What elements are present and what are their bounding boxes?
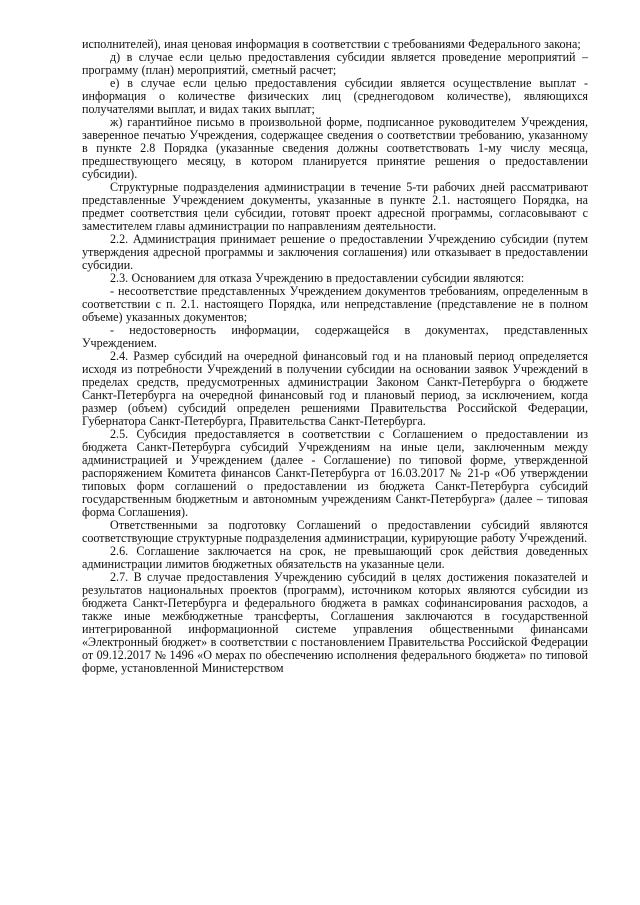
paragraph-item-zh: ж) гарантийное письмо в произвольной форме, подписанное руководителем Учреждения, заверенное печатью Учреждения, содержащее сведения о соответствии требованию, указанному в пункте 2.8 Порядка (указанные сведения должны соответствовать 1-му числу месяца, предшествующего месяцу, в котором планируется принятие решения о предоставлении субсидии). [82,115,588,181]
paragraph-continuation: исполнителей), иная ценовая информация в соответствии с требованиями Федерального закона; [82,37,581,51]
paragraph-item-d: д) в случае если целью предоставления субсидии является проведение мероприятий – программу (план) мероприятий, сметный расчет; [82,50,588,77]
paragraph-item-e: е) в случае если целью предоставления субсидии является осуществление выплат - информация о количестве физических лиц (среднегодовом количестве), являющихся получателями выплат, и видах таких выплат; [82,76,588,116]
paragraph-responsible: Ответственными за подготовку Соглашений о предоставлении субсидий являются соответствующие структурные подразделения администрации, курирующие работу Учреждений. [82,518,588,545]
paragraph-refusal-reason-1: - несоответствие представленных Учреждением документов требованиям, определенным в соответствии с п. 2.1. настоящего Порядка, или непредставление (представление не в полном объеме) указанных документов; [82,284,588,324]
paragraph-2-4: 2.4. Размер субсидий на очередной финансовый год и на плановый период определяется исходя из потребности Учреждений в получении субсидии на основании заявок Учреждений в пределах средств, предусмотренных администрации Законом Санкт-Петербурга о бюджете Санкт-Петербурга на очередной финансовый год и плановый период, за исключением, когда размер (объем) субсидий определен решениями Правительства Российской Федерации, Губернатора Санкт-Петербурга, Правительства Санкт-Петербурга. [82,349,588,428]
paragraph-structural-units: Структурные подразделения администрации в течение 5-ти рабочих дней рассматривают представленные Учреждением документы, указанные в пункте 2.1. настоящего Порядка, на предмет соответствия цели субсидии, готовят проект адресной программы, согласовывают с заместителем главы администрации по направлениям деятельности. [82,180,588,233]
paragraph-2-7: 2.7. В случае предоставления Учреждению субсидий в целях достижения показателей и результатов национальных проектов (программ), источником которых являются субсидии из бюджета Санкт-Петербурга и федерального бюджета в рамках софинансирования расходов, а также иные межбюджетные трансферты, Соглашения заключаются в государственной интегрированной информационной системе управления общественными финансами «Электронный бюджет» в соответствии с постановлением Правительства Российской Федерации от 09.12.2017 № 1496 «О мерах по обеспечению исполнения федерального бюджета» по типовой форме, установленной Министерством [82,570,588,675]
paragraph-2-3: 2.3. Основанием для отказа Учреждению в предоставлении субсидии являются: [110,271,525,285]
paragraph-2-5: 2.5. Субсидия предоставляется в соответствии с Соглашением о предоставлении из бюджета Санкт-Петербурга субсидий Учреждениям на иные цели, заключенным между администрацией и Учреждением (далее - Соглашение) по типовой форме, утвержденной распоряжением Комитета финансов Санкт-Петербурга от 16.03.2017 № 21-р «Об утверждении типовых форм соглашений о предоставлении из бюджета Санкт-Петербурга субсидий государственным бюджетным и автономным учреждениям Санкт-Петербурга» (далее – типовая форма Соглашения). [82,427,588,519]
document-body [82,38,588,675]
paragraph-2-2: 2.2. Администрация принимает решение о предоставлении Учреждению субсидии (путем утверждения адресной программы и заключения соглашения) или отказывает в предоставлении субсидии. [82,232,588,272]
paragraph-2-6: 2.6. Соглашение заключается на срок, не превышающий срок действия доведенных администрации лимитов бюджетных обязательств на указанные цели. [82,544,588,571]
paragraph-refusal-reason-2: - недостоверность информации, содержащейся в документах, представленных Учреждением. [82,323,588,350]
